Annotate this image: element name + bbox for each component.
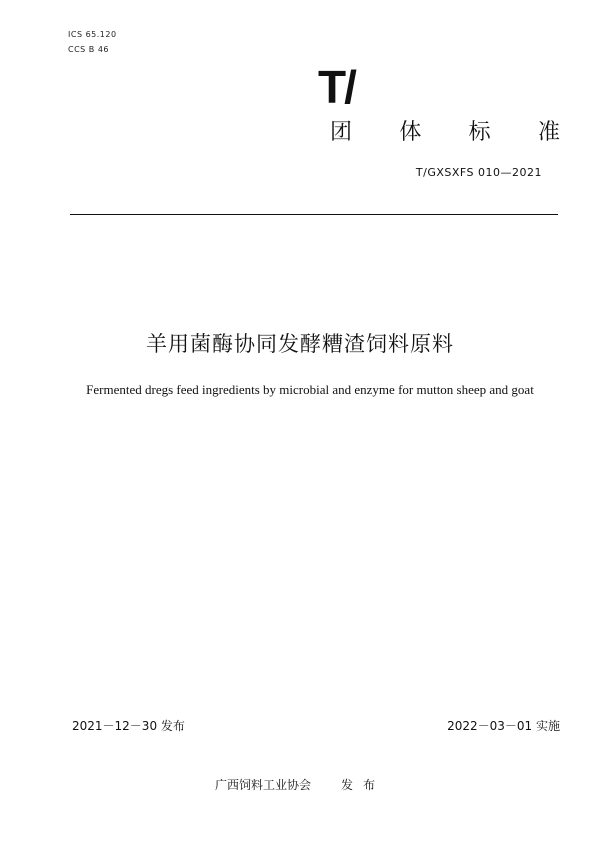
issue-date: 2021－12－30 发布 xyxy=(72,719,185,733)
standard-type xyxy=(330,115,560,146)
document-title-en: Fermented dregs feed ingredients by microbial and enzyme for mutton sheep and goat xyxy=(86,382,534,397)
header-divider xyxy=(70,214,558,215)
ics-code: ICS 65.120 xyxy=(68,30,117,39)
standard-type-char: 团 xyxy=(330,120,353,145)
document-title-zh: 羊用菌酶协同发酵糟渣饲料原料 xyxy=(146,332,454,356)
publisher xyxy=(0,776,600,793)
ccs-code: CCS B 46 xyxy=(68,45,110,54)
standard-number: T/GXSXFS 010—2021 xyxy=(415,166,542,179)
standard-type-char: 体 xyxy=(399,120,422,145)
publisher-label: 发布 xyxy=(341,778,386,792)
standard-logo-mark: T/ xyxy=(318,61,355,113)
standard-type-char: 准 xyxy=(537,120,560,145)
standard-type-char: 标 xyxy=(468,120,491,145)
implementation-date: 2022－03－01 实施 xyxy=(447,719,560,733)
publisher-org: 广西饲料工业协会 xyxy=(214,778,311,792)
